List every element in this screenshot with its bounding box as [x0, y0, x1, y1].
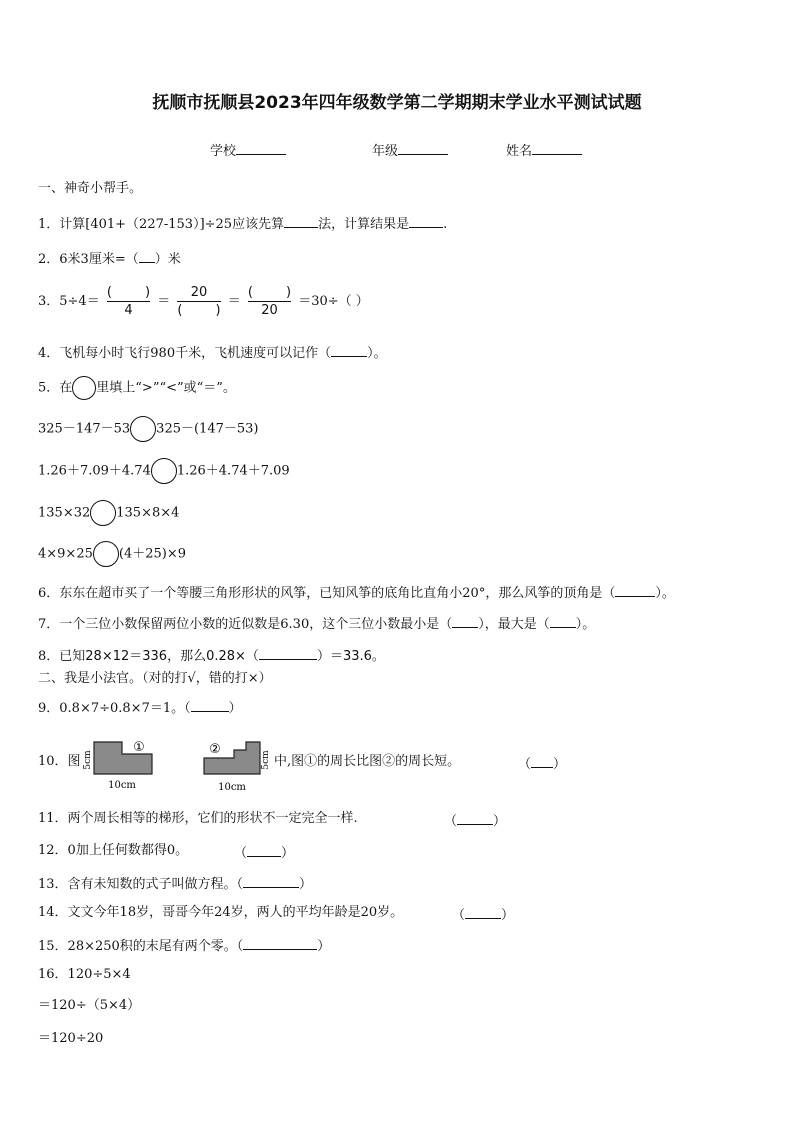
name-label: 姓名: [506, 144, 533, 159]
answer-blank[interactable]: [457, 810, 493, 825]
question-14: 14．文文今年18岁，哥哥今年24岁，两人的平均年龄是20岁。: [38, 905, 404, 920]
page-title: 抚顺市抚顺县2023年四年级数学第二学期期末学业水平测试试题: [152, 93, 642, 113]
compare-item-2: 1.26＋7.09＋4.74 1.26＋4.74＋7.09: [38, 458, 290, 485]
fraction-2: $\frac{20}{( )}$: [177, 285, 221, 318]
name-blank[interactable]: [532, 140, 582, 155]
answer-blank[interactable]: [139, 248, 155, 263]
question-10-label: 10．图: [38, 754, 81, 769]
question-16-line-1: 16．120÷5×4: [38, 967, 131, 982]
section-2-heading: 二、我是小法官。（对的打√，错的打×）: [38, 671, 272, 686]
answer-blank[interactable]: [331, 342, 367, 357]
question-4: 4．飞机每小时飞行980千米，飞机速度可以记作（ ）。: [38, 342, 387, 363]
question-8: 8．已知28×12＝336，那么0.28×（ ）＝33.6。: [38, 645, 385, 666]
question-11: 11．两个周长相等的梯形，它们的形状不一定完全一样.: [38, 811, 358, 826]
figure-2: [198, 738, 278, 794]
question-9: 9．0.8×7÷0.8×7＝1。（ ）: [38, 697, 242, 718]
answer-blank[interactable]: [531, 753, 553, 768]
school-label: 学校: [210, 144, 237, 159]
fraction-3: $\frac{( )}{20}$: [247, 285, 292, 318]
question-11-answer: （ ）: [444, 810, 506, 831]
grade-field: [372, 140, 448, 159]
compare-circle[interactable]: [151, 458, 177, 484]
answer-blank[interactable]: [452, 613, 478, 628]
answer-blank[interactable]: [243, 873, 299, 888]
figure-1-number: ①: [133, 740, 145, 755]
compare-item-3: 135×32 135×8×4: [38, 500, 179, 527]
question-1: 1．计算[401+（227-153）]÷25应该先算 法，计算结果是 .: [38, 213, 447, 234]
figure-2-width-label: 10cm: [218, 782, 246, 793]
section-1-heading: 一、神奇小帮手。: [38, 181, 143, 196]
figure-1-width-label: 10cm: [108, 780, 136, 791]
question-12: 12．0加上任何数都得0。: [38, 843, 189, 858]
question-10-answer: （ ）: [518, 753, 566, 774]
figure-2-height-label: 5cm: [261, 750, 271, 770]
question-5: 5．在 里填上“>”“<”或“＝”。: [38, 376, 236, 401]
question-16-line-3: ＝120÷20: [38, 1031, 104, 1046]
question-2: 2．6米3厘米=（ ）米: [38, 248, 181, 269]
answer-blank[interactable]: [191, 697, 229, 712]
compare-circle[interactable]: [90, 500, 116, 526]
question-6: 6．东东在超市买了一个等腰三角形形状的风筝，已知风筝的底角比直角小20°，那么风筝的顶角是（ ）。: [38, 582, 675, 603]
question-12-answer: （ ）: [234, 842, 294, 863]
figure-1-height-label: 5cm: [83, 750, 93, 770]
answer-blank[interactable]: [247, 842, 281, 857]
answer-blank[interactable]: [409, 213, 443, 228]
grade-blank[interactable]: [398, 140, 448, 155]
school-blank[interactable]: [236, 140, 286, 155]
question-10-text: 中,图①的周长比图②的周长短。: [274, 754, 461, 769]
compare-item-4: 4×9×25 (4＋25)×9: [38, 541, 186, 568]
question-14-answer: （ ）: [452, 904, 514, 925]
question-7: 7．一个三位小数保留两位小数的近似数是6.30，这个三位小数最小是（ ），最大是（ ）。: [38, 613, 595, 634]
school-field: [210, 140, 286, 159]
figure-1: [82, 738, 162, 794]
grade-label: 年级: [372, 144, 399, 159]
fraction-1: $\frac{( )}{4}$: [106, 285, 151, 318]
answer-blank[interactable]: [259, 645, 317, 660]
question-13: 13．含有未知数的式子叫做方程。（ ）: [38, 873, 312, 894]
compare-item-1: 325－147－53 325－(147－53): [38, 416, 258, 443]
figure-2-number: ②: [209, 742, 221, 757]
name-field: [506, 140, 582, 159]
answer-blank[interactable]: [550, 613, 576, 628]
question-15: 15．28×250积的末尾有两个零。（ ）: [38, 935, 330, 956]
answer-blank[interactable]: [243, 935, 317, 950]
compare-circle[interactable]: [93, 541, 119, 567]
circle-icon: [72, 376, 96, 400]
compare-circle[interactable]: [130, 416, 156, 442]
question-16-line-2: ＝120÷（5×4）: [38, 998, 141, 1013]
answer-blank[interactable]: [284, 213, 318, 228]
answer-blank[interactable]: [465, 904, 501, 919]
question-3: 3．5÷4＝ $\frac{( )}{4}$ ＝ $\frac{20}{( )}$ ＝ $\frac{( )}{20}$ ＝30÷（ ）: [38, 285, 369, 318]
answer-blank[interactable]: [615, 582, 655, 597]
